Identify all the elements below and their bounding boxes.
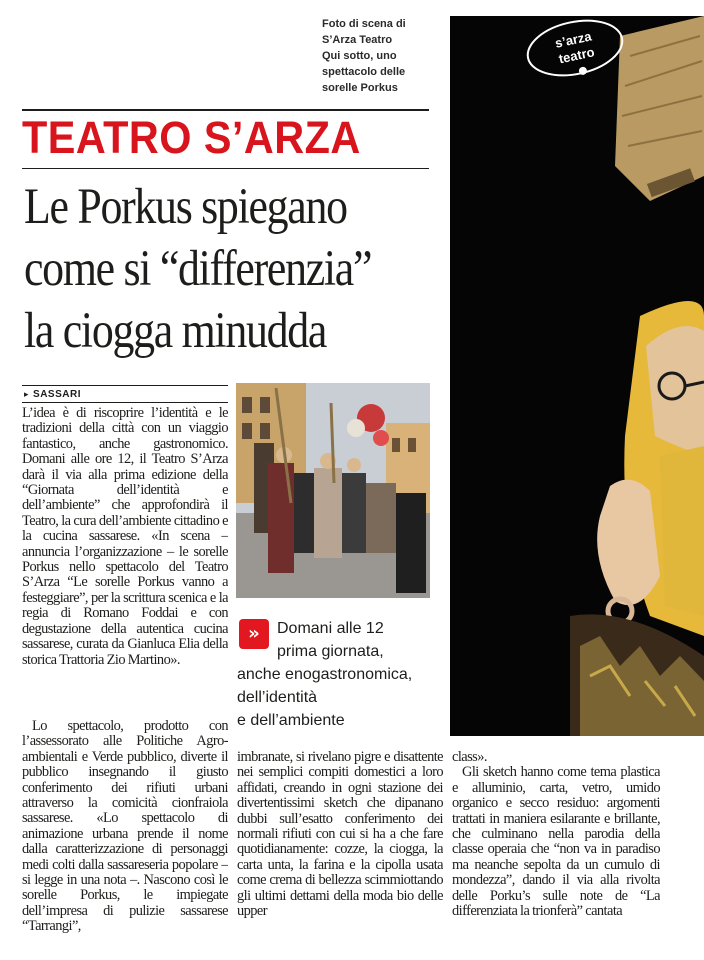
section-kicker: TEATRO S’ARZA	[22, 112, 361, 163]
svg-text:s’arza: s’arza	[553, 28, 593, 51]
svg-text:teatro: teatro	[557, 44, 596, 67]
article-column-1-bottom: Lo spettacolo, prodotto con l’assessorato alle Politiche Agro-ambientali e Verde pubblico, diverte il pubblico insegnando il giusto conferimento dei rifiuti urbani attraverso la comicità cionfraiola sassarese. «Lo spettacolo di animazione urbana prende il nome dalla caratterizzazione di personaggi medi colti dalla sassareseria popolare – si legge in una nota –. Nascono così le sorelle Porkus, le impiegate dell’impresa di pulizie sassarese “Tarrangi”,	[22, 719, 228, 935]
article-column-2: imbranate, si rivelano pigre e disattente nei semplici compiti domestici a loro affidati, creando in ogni stazione dei divertentissimi sketch che dipanano dubbi sull’esatto conferimento dei normali rifiuti con cui si ha a che fare quotidianamente: cozze, la ciogga, la carta unta, la farina e la cipolla usata come crema di bellezza scimmiottando gli ultimi dettami della moda bio delle upper	[237, 750, 443, 920]
headline: Le Porkus spiegano come si “differenzia” la ciogga minudda	[24, 179, 372, 359]
dateline: ▸ SASSARI	[24, 389, 81, 400]
stage-photo	[450, 16, 704, 736]
kicker-rule	[22, 168, 429, 169]
broom-shape	[615, 16, 704, 201]
street-scene-illustration	[236, 383, 430, 598]
article-column-1-top: L’idea è di riscoprire l’identità e le tradizioni della città con un viaggio fantastico, anche gastronomico. Domani alle ore 12, il Teatro S’Arza darà il via alla prima edizione della “Giornata dell’identità e dell’ambiente” che approfondirà il Teatro, la cura dell’ambiente cittadino e la cucina sassarese. «In scena – annuncia l’organizzazione – le sorelle Porkus nello spettacolo del Teatro S’Arza “Le sorelle Porkus vanno a festeggiare”, per la scrittura scenica e la regia di Romano Foddai e con degustazione della autentica cucina sassarese, curata da Gianluca Elia della storica Trattoria Zio Martino».	[22, 406, 228, 668]
dateline-rule-bottom	[22, 402, 228, 403]
article-column-3: class». Gli sketch hanno come tema plastica e alluminio, carta, vetro, umido organico e secco residuo: argomenti trattati in maniera esilarante e brillante, che culminano nella parodia della classe operaia che “non va in paradiso ma neanche sepolta da un cumulo di mondezza”, dando il via alla rivolta delle Porku’s sulle note de “La differenziata la trionferà” cantata	[452, 750, 660, 920]
double-chevron-right-icon: »	[239, 619, 269, 649]
pull-quote: Domani alle 12 prima giornata, anche enogastronomica, dell’identità e dell’ambiente	[237, 620, 413, 729]
dateline-arrow-icon: ▸	[24, 389, 30, 399]
dateline-rule	[22, 385, 228, 386]
stage-photo-illustration	[450, 16, 704, 736]
top-rule	[22, 109, 429, 111]
street-scene-photo	[236, 383, 430, 598]
photo-caption: Foto di scena di S’Arza Teatro Qui sotto, uno spettacolo delle sorelle Porkus	[322, 18, 406, 94]
